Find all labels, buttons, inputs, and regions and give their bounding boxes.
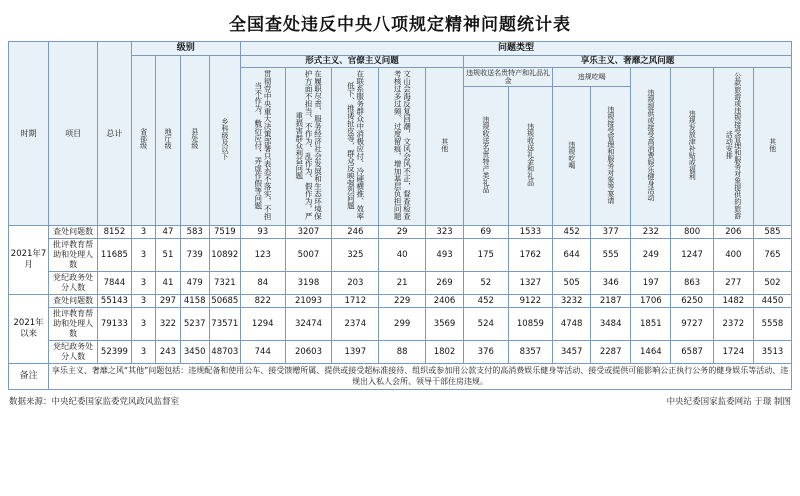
cell-value: 123 [240, 238, 285, 271]
cell-value: 3198 [285, 271, 332, 294]
cell-value: 2187 [591, 294, 631, 307]
cell-value: 3 [131, 294, 156, 307]
cell-value: 246 [332, 225, 379, 238]
cell-value: 249 [631, 238, 671, 271]
cell-value: 277 [713, 271, 753, 294]
cell-value: 822 [240, 294, 285, 307]
cell-value: 52 [463, 271, 508, 294]
cell-value: 3 [131, 340, 156, 363]
cell-value: 50685 [209, 294, 240, 307]
cell-value: 7321 [209, 271, 240, 294]
cell-value: 229 [379, 294, 426, 307]
cell-value: 3 [131, 271, 156, 294]
cell-value: 20603 [285, 340, 332, 363]
cell-value: 88 [379, 340, 426, 363]
cell-value: 1464 [631, 340, 671, 363]
cell-value: 325 [332, 238, 379, 271]
row-label: 查处问题数 [49, 294, 98, 307]
cell-value: 452 [553, 225, 591, 238]
cell-value: 3484 [591, 307, 631, 340]
footer [8, 390, 792, 407]
page-title: 全国查处违反中央八项规定精神问题统计表 [229, 15, 571, 35]
table-row [9, 238, 792, 271]
cell-value: 10859 [508, 307, 553, 340]
header-hedonism-other: 其他 [753, 68, 791, 225]
table-row [9, 271, 792, 294]
cell-value: 377 [591, 225, 631, 238]
table-row [9, 225, 792, 238]
cell-value: 1851 [631, 307, 671, 340]
cell-value: 1397 [332, 340, 379, 363]
cell-total: 55143 [98, 294, 131, 307]
header-group-level: 级别 [131, 42, 240, 56]
cell-value: 1706 [631, 294, 671, 307]
cell-value: 2374 [332, 307, 379, 340]
cell-total: 11685 [98, 238, 131, 271]
row-label: 党纪政务处分人数 [49, 340, 98, 363]
cell-value: 1294 [240, 307, 285, 340]
cell-value: 2406 [426, 294, 464, 307]
header-formalism-4: 文山会海反复回潮，文风会风不正，督查检查考核过多过频、过度留痕，增加基层负担问题 [379, 68, 426, 225]
header-hedonism-sub-banquet: 违规接受管理和服务对象等宴请 [591, 87, 631, 225]
cell-value: 644 [553, 238, 591, 271]
cell-value: 3569 [426, 307, 464, 340]
cell-value: 744 [240, 340, 285, 363]
cell-value: 6587 [671, 340, 713, 363]
cell-value: 1247 [671, 238, 713, 271]
cell-value: 376 [463, 340, 508, 363]
header-formalism-other: 其他 [426, 68, 464, 225]
cell-total: 8152 [98, 225, 131, 238]
header-level-xianchu: 县处级 [180, 55, 209, 225]
cell-value: 583 [180, 225, 209, 238]
cell-value: 493 [426, 238, 464, 271]
cell-value: 502 [753, 271, 791, 294]
cell-value: 41 [156, 271, 181, 294]
cell-value: 3457 [553, 340, 591, 363]
cell-value: 197 [631, 271, 671, 294]
cell-value: 32474 [285, 307, 332, 340]
cell-value: 322 [156, 307, 181, 340]
header-period: 时期 [9, 42, 49, 226]
cell-value: 40 [379, 238, 426, 271]
cell-value: 800 [671, 225, 713, 238]
cell-value: 21 [379, 271, 426, 294]
credit: 中央纪委国家监委网站 于璟 制图 [666, 397, 791, 408]
cell-value: 5558 [753, 307, 791, 340]
row-period-2: 2021年以来 [9, 294, 49, 363]
cell-value: 48703 [209, 340, 240, 363]
cell-value: 346 [591, 271, 631, 294]
table-row [9, 340, 792, 363]
header-level-sheng: 省部级 [131, 55, 156, 225]
cell-value: 1327 [508, 271, 553, 294]
header-hedonism-sub-allowance: 违规发放津补贴或福利 [671, 68, 713, 225]
cell-value: 5007 [285, 238, 332, 271]
header-total: 总计 [98, 42, 131, 226]
cell-value: 9727 [671, 307, 713, 340]
cell-value: 400 [713, 238, 753, 271]
cell-value: 8357 [508, 340, 553, 363]
cell-value: 479 [180, 271, 209, 294]
cell-value: 739 [180, 238, 209, 271]
cell-value: 297 [156, 294, 181, 307]
row-label: 党纪政务处分人数 [49, 271, 98, 294]
header-hedonism-travel: 公款旅游或违规接受管理和服务对象提供的旅游活动安排 [713, 68, 753, 225]
notes-label: 备注 [9, 363, 49, 389]
cell-value: 21093 [285, 294, 332, 307]
cell-value: 1724 [713, 340, 753, 363]
header-hedonism-sub-entertain: 违规提供或接受高消费娱乐健身活动 [631, 68, 671, 225]
cell-value: 3513 [753, 340, 791, 363]
cell-value: 323 [426, 225, 464, 238]
cell-value: 452 [463, 294, 508, 307]
data-source: 数据来源：中央纪委国家监委党风政风监督室 [9, 397, 180, 408]
cell-value: 206 [713, 225, 753, 238]
cell-value: 2287 [591, 340, 631, 363]
cell-value: 203 [332, 271, 379, 294]
cell-value: 175 [463, 238, 508, 271]
row-label: 批评教育帮助和处理人数 [49, 238, 98, 271]
cell-value: 524 [463, 307, 508, 340]
header-hedonism-sub-gift-specialty: 违规收送名贵特产类礼品 [463, 87, 508, 225]
header-item: 项目 [49, 42, 98, 226]
header-formalism-3: 在联系服务群众中消极应付、冷硬横推、效率低下、推诿扯皮等，群众反映强烈问题 [332, 68, 379, 225]
header-formalism-2: 在履职尽责、服务经济社会发展和生态环境保护方面不担当、不作为、乱作为、假作为，严重损害群众利益问题 [285, 68, 332, 225]
header-hedonism-sub-gift-money: 违规收送礼金和礼品 [508, 87, 553, 225]
cell-value: 3 [131, 225, 156, 238]
cell-value: 1482 [713, 294, 753, 307]
cell-value: 69 [463, 225, 508, 238]
header-hedonism-sub-drink: 违规吃喝 [553, 87, 591, 225]
header-hedonism-gift: 违规收送名贵特产和礼品礼金 [463, 68, 552, 87]
table-row [9, 307, 792, 340]
table-header [9, 42, 792, 226]
header-level-xiangke: 乡科级及以下 [209, 55, 240, 225]
cell-value: 10892 [209, 238, 240, 271]
cell-value: 1712 [332, 294, 379, 307]
table-row [9, 294, 792, 307]
cell-value: 505 [553, 271, 591, 294]
notes-row [9, 363, 792, 389]
header-group-formalism: 形式主义、官僚主义问题 [240, 55, 463, 68]
cell-total: 7844 [98, 271, 131, 294]
header-group-hedonism: 享乐主义、奢靡之风问题 [463, 55, 791, 68]
header-group-problem-type: 问题类型 [240, 42, 791, 56]
cell-value: 93 [240, 225, 285, 238]
cell-value: 232 [631, 225, 671, 238]
header-level-diting: 地厅级 [156, 55, 181, 225]
cell-value: 29 [379, 225, 426, 238]
cell-value: 7519 [209, 225, 240, 238]
cell-value: 84 [240, 271, 285, 294]
cell-value: 73571 [209, 307, 240, 340]
cell-value: 6250 [671, 294, 713, 307]
cell-value: 3207 [285, 225, 332, 238]
cell-value: 863 [671, 271, 713, 294]
row-period-1: 2021年7月 [9, 225, 49, 294]
cell-value: 555 [591, 238, 631, 271]
cell-value: 9122 [508, 294, 553, 307]
cell-value: 4158 [180, 294, 209, 307]
cell-value: 2372 [713, 307, 753, 340]
cell-value: 3 [131, 307, 156, 340]
cell-value: 3232 [553, 294, 591, 307]
cell-value: 4450 [753, 294, 791, 307]
cell-value: 1762 [508, 238, 553, 271]
cell-value: 3 [131, 238, 156, 271]
header-hedonism-drink: 违规吃喝 [553, 68, 631, 87]
notes-text: 享乐主义、奢靡之风“其他”问题包括：违规配备和使用公车、接受馈赠所属、提供或接受超标准接待、组织或参加用公款支付的高消费娱乐健身等活动、接受或提供可能影响公正执行公务的健身娱乐等活动、违规出入私人会所、领导干部住房违规。 [49, 363, 792, 389]
cell-value: 269 [426, 271, 464, 294]
table-body [9, 225, 792, 389]
header-formalism-1: 贯彻党中央重大决策部署只表态不落实，不担当不作为，敷衍应付，弄虚作假等问题 [240, 68, 285, 225]
cell-value: 5237 [180, 307, 209, 340]
cell-total: 52399 [98, 340, 131, 363]
cell-value: 299 [379, 307, 426, 340]
cell-total: 79133 [98, 307, 131, 340]
cell-value: 4748 [553, 307, 591, 340]
statistics-table [8, 41, 792, 390]
row-label: 批评教育帮助和处理人数 [49, 307, 98, 340]
row-label: 查处问题数 [49, 225, 98, 238]
cell-value: 51 [156, 238, 181, 271]
cell-value: 765 [753, 238, 791, 271]
cell-value: 1533 [508, 225, 553, 238]
cell-value: 1802 [426, 340, 464, 363]
cell-value: 47 [156, 225, 181, 238]
cell-value: 585 [753, 225, 791, 238]
cell-value: 3450 [180, 340, 209, 363]
cell-value: 243 [156, 340, 181, 363]
